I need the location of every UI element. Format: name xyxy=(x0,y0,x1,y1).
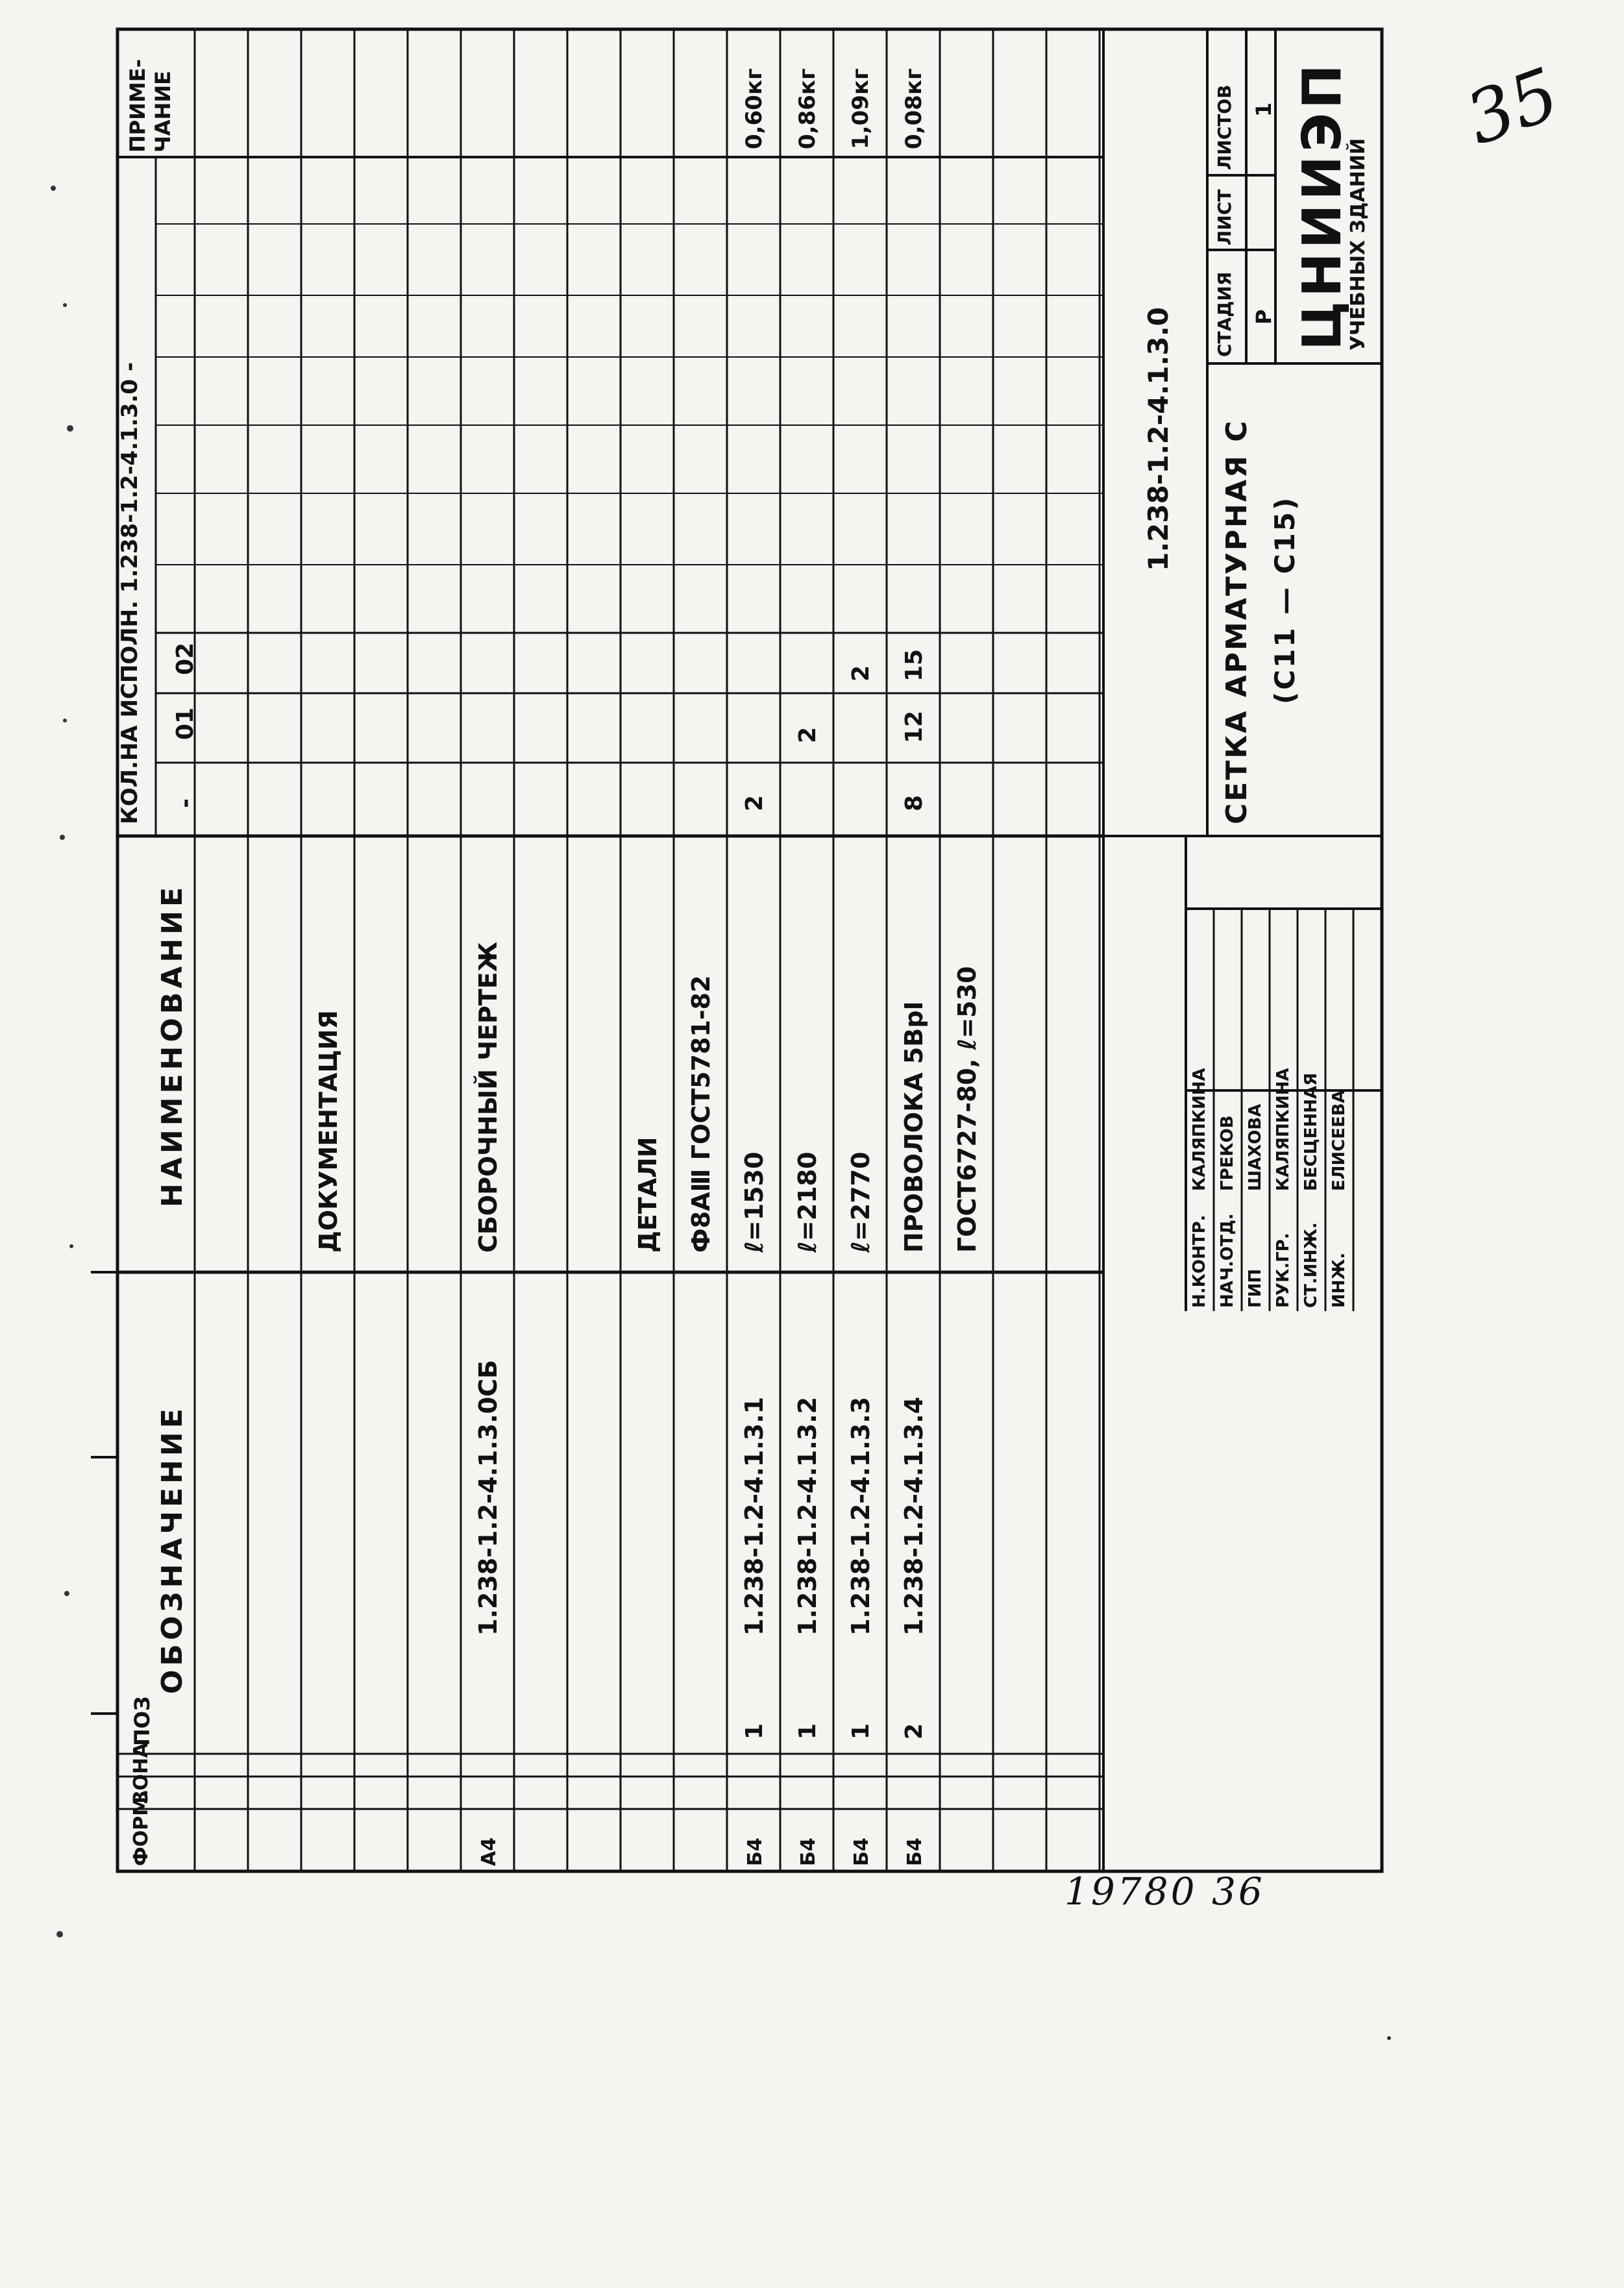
row-designation: 1.238-1.2-4.1.3.3 xyxy=(846,1396,875,1636)
org-name: ЦНИИЭП xyxy=(1292,60,1353,351)
row-qty-2: 12 xyxy=(901,710,928,743)
row-position: 2 xyxy=(901,1723,928,1740)
signature-role: РУК.ГР. xyxy=(1273,1233,1293,1308)
row-designation: 1.238-1.2-4.1.3.2 xyxy=(793,1396,822,1636)
row-position: 1 xyxy=(741,1723,768,1740)
signature-role: ИНЖ. xyxy=(1329,1252,1349,1308)
signature-name: ГРЕКОВ xyxy=(1218,1115,1237,1191)
row-format: Б4 xyxy=(850,1838,873,1866)
header-name: НАИМЕНОВАНИЕ xyxy=(156,883,189,1207)
signature-name: БЕСЦЕННАЯ xyxy=(1301,1072,1321,1191)
row-position: 1 xyxy=(848,1723,874,1740)
header-exec-3: 02 xyxy=(172,642,199,675)
row-name: ДЕТАЛИ xyxy=(634,1137,662,1253)
header-exec-2: 01 xyxy=(172,707,199,740)
row-name: ГОСТ6727-80, ℓ=530 xyxy=(953,966,981,1253)
signature-role: СТ.ИНЖ. xyxy=(1301,1222,1321,1308)
header-format: ФОРМ. xyxy=(130,1789,153,1866)
header-qty: КОЛ.НА ИСПОЛН. 1.238-1.2-4.1.3.0 - xyxy=(117,362,143,824)
row-name: Ф8АⅢ ГОСТ5781-82 xyxy=(687,975,715,1253)
sheet-label: ЛИСТ xyxy=(1214,189,1235,245)
signature-role: НАЧ.ОТД. xyxy=(1218,1213,1237,1308)
title-code: 1.238-1.2-4.1.3.0 xyxy=(1142,307,1174,571)
header-exec-1: - xyxy=(172,798,199,808)
stage-label: СТАДИЯ xyxy=(1214,271,1235,357)
title-line-2: (С11 — С15) xyxy=(1269,495,1301,704)
sheets-label: ЛИСТОВ xyxy=(1214,84,1235,170)
row-qty-3: 2 xyxy=(848,665,874,682)
row-qty-1: 2 xyxy=(741,794,768,811)
row-designation: 1.238-1.2-4.1.3.0СБ xyxy=(474,1360,502,1636)
row-qty-2: 2 xyxy=(794,726,821,743)
row-note: 0,86кг xyxy=(794,68,820,149)
header-note-1: ПРИМЕ- xyxy=(125,59,150,153)
row-note: 1,09кг xyxy=(848,68,874,149)
row-name: ПРОВОЛОКА 5ВрⅠ xyxy=(900,1001,928,1253)
title-line-1: СЕТКА АРМАТУРНАЯ С xyxy=(1220,419,1253,824)
sheets-value: 1 xyxy=(1251,102,1276,117)
org-subtitle: УЧЕБНЫХ ЗДАНИЙ xyxy=(1347,138,1370,351)
row-designation: 1.238-1.2-4.1.3.4 xyxy=(900,1396,928,1636)
row-format: А4 xyxy=(478,1837,500,1866)
row-position: 1 xyxy=(794,1723,821,1740)
row-name: ДОКУМЕНТАЦИЯ xyxy=(314,1010,343,1253)
row-format: Б4 xyxy=(744,1838,767,1866)
signature-name: ЕЛИСЕЕВА xyxy=(1329,1090,1349,1191)
row-format: Б4 xyxy=(797,1838,820,1866)
signature-role: Н.КОНТР. xyxy=(1190,1214,1209,1308)
archive-number: 19780 36 xyxy=(1064,1869,1265,1913)
row-note: 0,60кг xyxy=(741,68,767,149)
row-name: СБОРОЧНЫЙ ЧЕРТЕЖ xyxy=(474,941,502,1253)
row-name: ℓ=2180 xyxy=(793,1151,822,1253)
row-name: ℓ=1530 xyxy=(740,1151,769,1253)
row-name: ℓ=2770 xyxy=(846,1151,875,1253)
header-position: ПОЗ xyxy=(130,1696,154,1746)
stage-value: Р xyxy=(1251,309,1276,325)
page-number: 35 xyxy=(1455,51,1569,162)
header-note-2: ЧАНИЕ xyxy=(151,70,175,153)
header-designation: ОБОЗНАЧЕНИЕ xyxy=(156,1405,189,1694)
row-designation: 1.238-1.2-4.1.3.1 xyxy=(740,1396,769,1636)
row-format: Б4 xyxy=(904,1838,926,1866)
row-qty-1: 8 xyxy=(901,794,928,811)
signature-role: ГИП xyxy=(1246,1268,1265,1308)
signature-name: КАЛЯПКИНА xyxy=(1190,1068,1209,1191)
signature-name: КАЛЯПКИНА xyxy=(1273,1068,1293,1191)
row-note: 0,08кг xyxy=(901,68,927,149)
header-zone: ЗОНА xyxy=(130,1742,153,1804)
row-qty-3: 15 xyxy=(901,648,928,682)
signature-name: ШАХОВА xyxy=(1246,1103,1265,1191)
